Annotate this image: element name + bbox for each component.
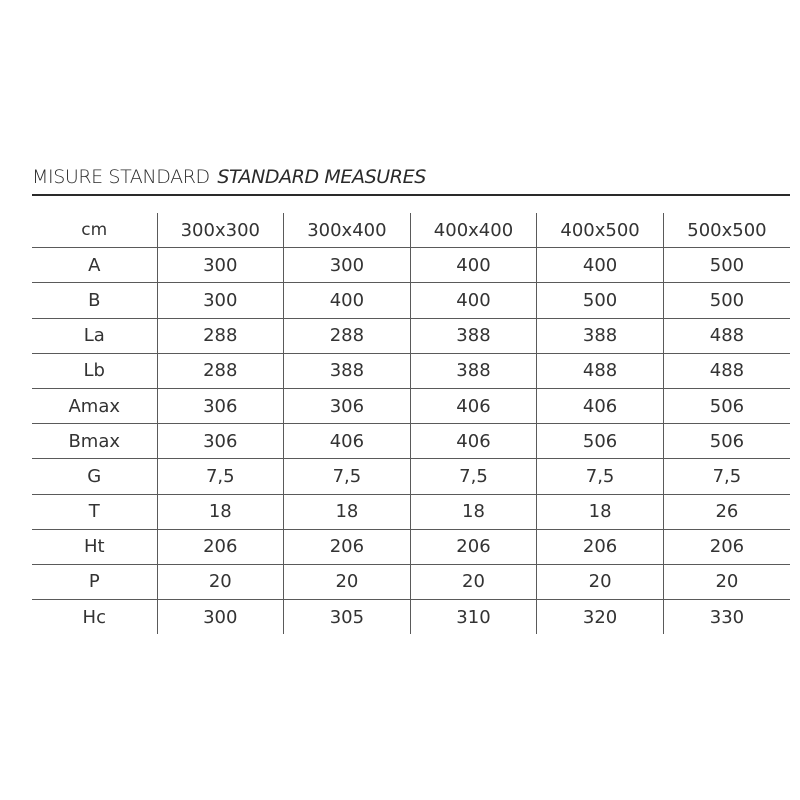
table-cell: 20	[663, 564, 790, 599]
table-cell: 488	[663, 353, 790, 388]
header-size: 400x400	[410, 213, 537, 248]
table-cell: 506	[663, 388, 790, 423]
table-cell: 288	[284, 318, 411, 353]
table-cell: 306	[284, 388, 411, 423]
table-cell: 406	[410, 388, 537, 423]
table-cell: 18	[157, 494, 284, 529]
table-cell: 7,5	[537, 459, 664, 494]
table-cell: 400	[537, 248, 664, 283]
table-cell: 20	[157, 564, 284, 599]
table-cell: 310	[410, 600, 537, 635]
table-cell: 406	[537, 388, 664, 423]
table-row	[32, 494, 790, 529]
table-cell: 288	[157, 318, 284, 353]
table-cell: 18	[284, 494, 411, 529]
table-row	[32, 318, 790, 353]
title-divider	[32, 194, 790, 196]
row-label: G	[32, 459, 157, 494]
row-label: Lb	[32, 353, 157, 388]
table-cell: 406	[284, 424, 411, 459]
table-cell: 388	[537, 318, 664, 353]
table-cell: 18	[410, 494, 537, 529]
page-title	[32, 166, 426, 188]
table-cell: 506	[663, 424, 790, 459]
table-row	[32, 248, 790, 283]
table-cell: 306	[157, 424, 284, 459]
row-label: A	[32, 248, 157, 283]
row-label: Bmax	[32, 424, 157, 459]
table-cell: 500	[663, 283, 790, 318]
table-row	[32, 388, 790, 423]
table-cell: 305	[284, 600, 411, 635]
table-cell: 206	[410, 529, 537, 564]
table-cell: 330	[663, 600, 790, 635]
table-cell: 400	[284, 283, 411, 318]
table-cell: 7,5	[663, 459, 790, 494]
table-cell: 7,5	[157, 459, 284, 494]
row-label: Ht	[32, 529, 157, 564]
table-cell: 300	[157, 248, 284, 283]
table-cell: 20	[410, 564, 537, 599]
header-row	[32, 213, 790, 248]
table-cell: 7,5	[284, 459, 411, 494]
table-body	[32, 248, 790, 635]
table-row	[32, 564, 790, 599]
table-cell: 488	[537, 353, 664, 388]
table-cell: 388	[410, 353, 537, 388]
table-row	[32, 529, 790, 564]
table-cell: 400	[410, 248, 537, 283]
table-cell: 18	[537, 494, 664, 529]
table-cell: 300	[157, 600, 284, 635]
row-label: T	[32, 494, 157, 529]
table-cell: 488	[663, 318, 790, 353]
table-cell: 320	[537, 600, 664, 635]
header-size: 500x500	[663, 213, 790, 248]
table-cell: 206	[157, 529, 284, 564]
table-cell: 26	[663, 494, 790, 529]
table-cell: 206	[284, 529, 411, 564]
table-row	[32, 459, 790, 494]
row-label: B	[32, 283, 157, 318]
table-cell: 388	[284, 353, 411, 388]
table-cell: 288	[157, 353, 284, 388]
title-english: STANDARD MEASURES	[217, 166, 426, 188]
table-cell: 400	[410, 283, 537, 318]
header-unit: cm	[81, 220, 108, 241]
table-cell: 300	[284, 248, 411, 283]
row-label: Hc	[32, 600, 157, 635]
table-cell: 20	[284, 564, 411, 599]
title-italian: MISURE STANDARD	[32, 166, 210, 188]
table-row	[32, 283, 790, 318]
table-cell: 406	[410, 424, 537, 459]
row-label: Amax	[32, 388, 157, 423]
header-size: 300x300	[157, 213, 284, 248]
table-cell: 306	[157, 388, 284, 423]
table-cell: 7,5	[410, 459, 537, 494]
header-size: 400x500	[537, 213, 664, 248]
table-cell: 506	[537, 424, 664, 459]
table-row	[32, 353, 790, 388]
table-row	[32, 424, 790, 459]
table-cell: 20	[537, 564, 664, 599]
table-cell: 500	[537, 283, 664, 318]
table-cell: 500	[663, 248, 790, 283]
measures-table	[32, 213, 790, 634]
table-cell: 206	[537, 529, 664, 564]
table-cell: 300	[157, 283, 284, 318]
header-size: 300x400	[284, 213, 411, 248]
table-cell: 206	[663, 529, 790, 564]
table-header	[32, 213, 790, 248]
row-label: La	[32, 318, 157, 353]
row-label: P	[32, 564, 157, 599]
table-row	[32, 600, 790, 635]
table-cell: 388	[410, 318, 537, 353]
